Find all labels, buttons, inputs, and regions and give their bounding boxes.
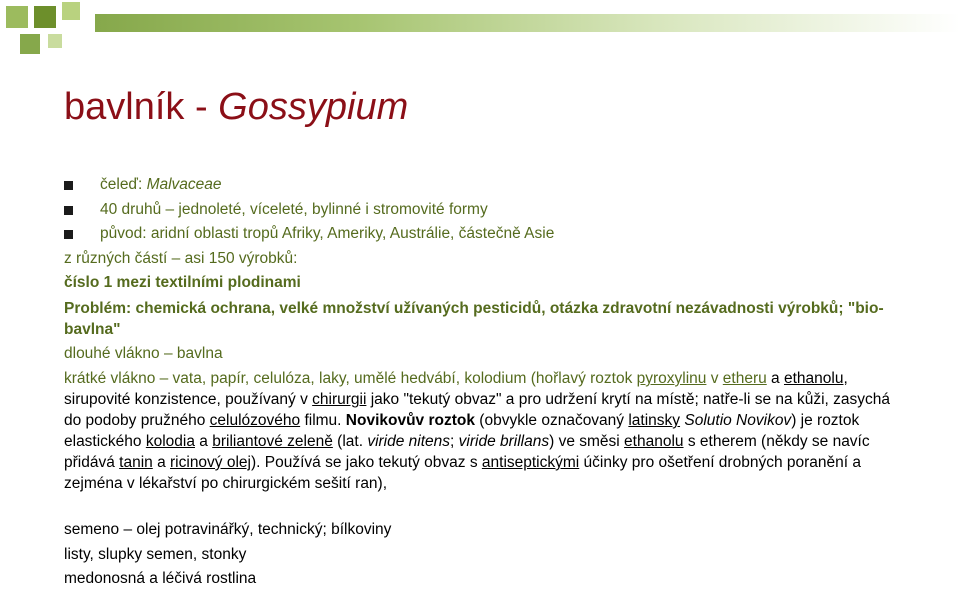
line-seed: semeno – olej potravinářký, technický; bílkoviny (64, 521, 392, 538)
text: , sirupovité konzistence, používaný v (64, 370, 848, 408)
link-ethanol[interactable]: ethanolu (783, 370, 844, 387)
spacer (64, 494, 894, 518)
bullet-italic: Malvaceae (146, 176, 222, 193)
deco-square (6, 6, 28, 28)
link-pyroxylin[interactable]: pyroxylinu (636, 370, 707, 387)
link-latin[interactable]: latinsky (628, 412, 681, 429)
text: a (194, 433, 213, 450)
slide-content (64, 173, 894, 592)
bullet-text: čeleď: (100, 176, 147, 193)
text: s etherem (někdy se navíc přidává (64, 433, 870, 471)
link-cellulose[interactable]: celulózového (209, 412, 301, 429)
text: jako "tekutý obvaz" a pro udržení krytí na místě; natře-li se na kůži, zasychá do podoby pružného (64, 391, 891, 429)
link-antiseptic[interactable]: antiseptickými (481, 454, 580, 471)
text: krátké vlákno – vata, papír, celulóza, laky, umělé hedvábí, kolodium (hořlavý roztok (64, 370, 637, 387)
text: ). Používá se jako tekutý obvaz s (251, 454, 482, 471)
deco-square (62, 2, 80, 20)
text: v (706, 370, 723, 387)
link-collodion[interactable]: kolodia (145, 433, 195, 450)
bullet-text: původ: aridní oblasti tropů Afriky, Ameriky, Austrálie, částečně Asie (100, 225, 555, 242)
text: a (766, 370, 784, 387)
link-brilliant-green[interactable]: briliantové zeleně (212, 433, 333, 450)
deco-square (20, 34, 40, 54)
bullet-text: 40 druhů – jednoleté, víceleté, bylinné i stromovité formy (100, 200, 488, 218)
italic-text: viride brillans (458, 433, 550, 450)
bold-text: Novikovův roztok (345, 412, 475, 429)
page-title (64, 86, 408, 129)
text: ) je roztok elastického (64, 412, 860, 450)
link-surgery[interactable]: chirurgii (312, 391, 367, 408)
text: účinky pro ošetření drobných poranění a zejména v lékařství po chirurgickém sešití ran), (64, 454, 861, 492)
title-text: bavlník - (64, 86, 219, 128)
line-parts: z různých částí – asi 150 výrobků: (64, 249, 298, 267)
bullet-family (64, 173, 894, 198)
line-leaves: listy, slupky semen, stonky (64, 545, 247, 563)
line-problem: Problém: chemická ochrana, velké množství užívaných pesticidů, otázka zdravotní nezávadnosti výrobků; "bio-bavlna" (64, 299, 884, 338)
link-ethanol-2[interactable]: ethanolu (624, 433, 684, 450)
link-tannin[interactable]: tanin (119, 454, 153, 471)
text: (lat. (332, 433, 368, 450)
header-gradient-bar (95, 14, 960, 32)
bullet-origin (64, 222, 894, 247)
line-long-fiber: dlouhé vlákno – bavlna (64, 344, 223, 362)
title-italic: Gossypium (218, 86, 409, 128)
short-fiber-paragraph (64, 368, 894, 494)
text: ) ve směsi (549, 433, 625, 450)
deco-square (34, 6, 56, 28)
text: ; (450, 433, 459, 450)
bullet-species (64, 198, 894, 223)
line-rank: číslo 1 mezi textilními plodinami (64, 274, 301, 291)
text: filmu. (300, 412, 346, 429)
italic-text: viride nitens (367, 433, 451, 450)
link-ether[interactable]: etheru (722, 370, 767, 387)
link-castor-oil[interactable]: ricinový olej (170, 454, 251, 471)
text: a (152, 454, 171, 471)
deco-square (48, 34, 62, 48)
text: (obvykle označovaný (475, 412, 629, 429)
line-honey: medonosná a léčivá rostlina (64, 570, 257, 587)
italic-text: Solutio Novikov (684, 412, 792, 429)
